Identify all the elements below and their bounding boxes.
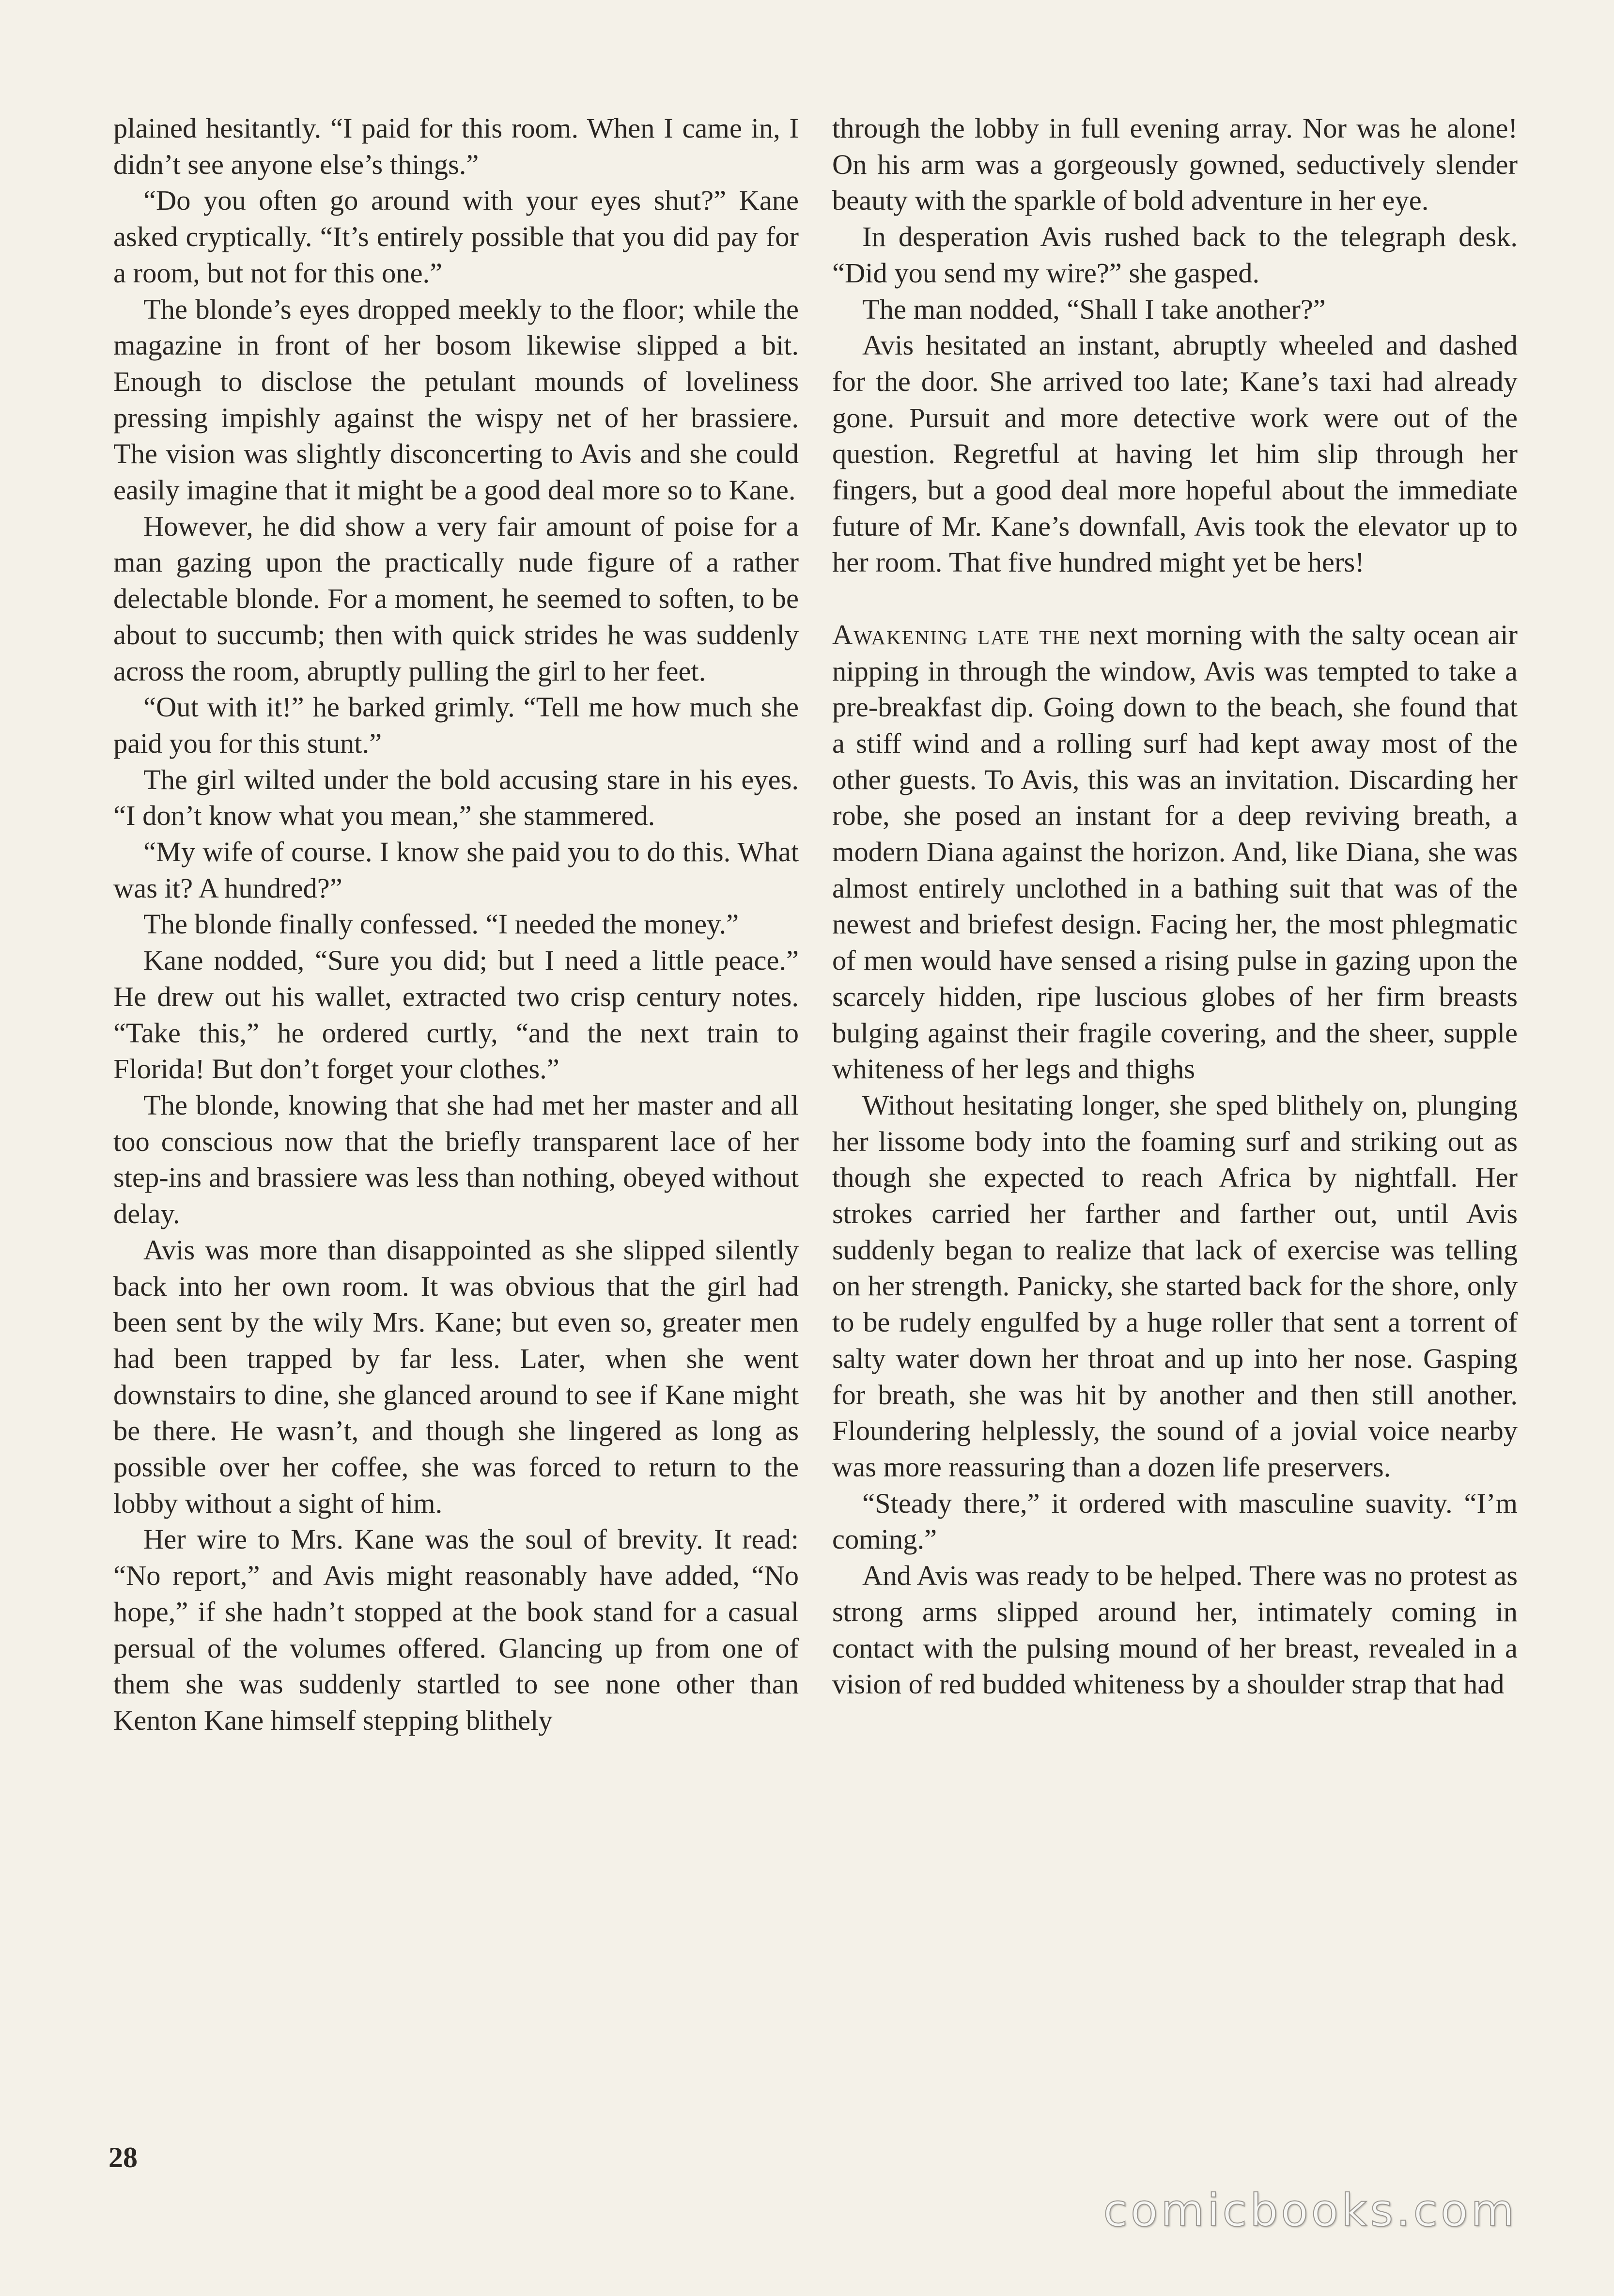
paragraph: The man nodded, “Shall I take another?” bbox=[862, 293, 1326, 325]
paragraph: However, he did show a very fair amount of poise for a man gazing upon the practically nude figure of a rather delectable blonde. For a moment, he seemed to soften, to be about to succumb; then with quick strides he was suddenly across the room, abruptly pulling the girl to her feet. bbox=[113, 510, 799, 687]
paragraph: Without hesitating longer, she sped blithely on, plunging her lissome body into the foaming surf and striking out as though she expected to reach Africa by nightfall. Her strokes carried her farther and farther out, until Avis suddenly began to realize that lack of exercise was telling on her strength. Panicky, she started back for the shore, only to be rudely engulfed by a huge roller that sent a torrent of salty water down her throat and up into her nose. Gasping for breath, she was hit by another and then still another. Floundering helplessly, the sound of a jovial voice nearby was more reassuring than a dozen life preservers. bbox=[832, 1089, 1518, 1483]
small-caps-lead-in: Awakening late the bbox=[832, 619, 1081, 651]
paragraph: “Do you often go around with your eyes shut?” Kane asked cryptically. “It’s entirely possible that you did pay for a room, but not for this one.” bbox=[113, 185, 799, 289]
section-text: next morning with the salty ocean air nipping in through the window, Avis was tempted to take a pre-breakfast dip. Going down to the beach, she found that a stiff wind and a rolling surf had kept away most of the other guests. To Avis, this was an invitation. Discarding her robe, she posed an instant for a deep reviving breath, a modern Diana against the horizon. And, like Diana, she was almost entirely unclothed in a bathing suit that was of the newest and briefest design. Facing her, the most phlegmatic of men would have sensed a rising pulse in gazing upon the scarcely hidden, ripe luscious globes of her firm breasts bulging against their fragile covering, and the sheer, supple whiteness of her legs and thighs bbox=[832, 619, 1518, 1085]
paragraph: through the lobby in full evening array. Nor was he alone! On his arm was a gorgeously gowned, seductively slender beauty with the sparkle of bold adventure in her eye. bbox=[832, 112, 1518, 217]
paragraph: Avis hesitated an instant, abruptly wheeled and dashed for the door. She arrived too late; Kane’s taxi had already gone. Pursuit and more detective work were out of the question. Regretful at having let him slip through her fingers, but a good deal more hopeful about the immediate future of Mr. Kane’s downfall, Avis took the elevator up to her room. That five hundred might yet be hers! bbox=[832, 329, 1518, 578]
right-text-column bbox=[832, 110, 1518, 1703]
paragraph: “Steady there,” it ordered with masculine suavity. “I’m coming.” bbox=[832, 1487, 1518, 1555]
paragraph: Her wire to Mrs. Kane was the soul of brevity. It read: “No report,” and Avis might reasonably have added, “No hope,” if she hadn’t stopped at the book stand for a casual persual of the volumes offered. Glancing up from one of them she was suddenly startled to see none other than Kenton Kane himself stepping blithely bbox=[113, 1523, 799, 1736]
paragraph: In desperation Avis rushed back to the telegraph desk. “Did you send my wire?” she gasped. bbox=[832, 221, 1518, 289]
paragraph: The blonde finally confessed. “I needed the money.” bbox=[143, 908, 739, 940]
paragraph: “My wife of course. I know she paid you to do this. What was it? A hundred?” bbox=[113, 836, 799, 904]
section-opening-paragraph bbox=[832, 617, 1518, 1087]
paragraph: plained hesitantly. “I paid for this room. When I came in, I didn’t see anyone else’s things.” bbox=[113, 112, 799, 180]
paragraph: “Out with it!” he barked grimly. “Tell me how much she paid you for this stunt.” bbox=[113, 691, 799, 759]
paragraph: The blonde’s eyes dropped meekly to the floor; while the magazine in front of her bosom likewise slipped a bit. Enough to disclose the petulant mounds of loveliness pressing impishly against the wispy net of her brassiere. The vision was slightly disconcerting to Avis and she could easily imagine that it might be a good deal more so to Kane. bbox=[113, 293, 799, 506]
watermark: comicbooks.com bbox=[1103, 2185, 1517, 2236]
left-text-column bbox=[113, 110, 799, 1739]
paragraph: The girl wilted under the bold accusing stare in his eyes. “I don’t know what you mean,” she stammered. bbox=[113, 763, 799, 832]
paragraph: The blonde, knowing that she had met her master and all too conscious now that the briefly transparent lace of her step-ins and brassiere was less than nothing, obeyed without delay. bbox=[113, 1089, 799, 1230]
page-number: 28 bbox=[109, 2141, 138, 2173]
paragraph: Avis was more than disappointed as she slipped silently back into her own room. It was obvious that the girl had been sent by the wily Mrs. Kane; but even so, greater men had been trapped by far less. Later, when she went downstairs to dine, she glanced around to see if Kane might be there. He wasn’t, and though she lingered as long as possible over her coffee, she was forced to return to the lobby without a sight of him. bbox=[113, 1234, 799, 1519]
paragraph: And Avis was ready to be helped. There was no protest as strong arms slipped around her, intimately coming in contact with the pulsing mound of her breast, revealed in a vision of red budded whiteness by a shoulder strap that had bbox=[832, 1560, 1518, 1700]
paragraph: Kane nodded, “Sure you did; but I need a little peace.” He drew out his wallet, extracted two crisp century notes. “Take this,” he ordered curtly, “and the next train to Florida! But don’t forget your clothes.” bbox=[113, 945, 799, 1085]
